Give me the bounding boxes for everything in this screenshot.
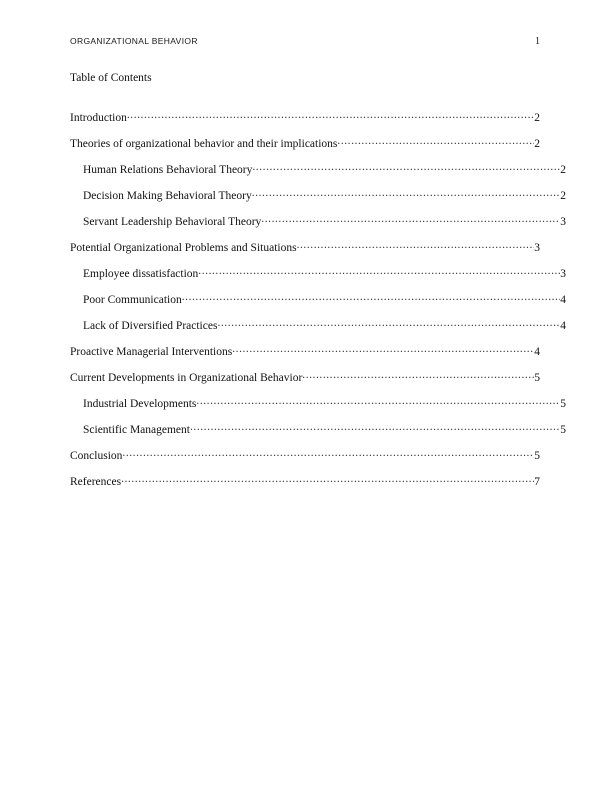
toc-leader-dots xyxy=(337,136,534,148)
toc-entry-label: Decision Making Behavioral Theory xyxy=(83,190,252,202)
toc-leader-dots xyxy=(127,110,534,122)
toc-entry-page-number: 4 xyxy=(560,320,566,332)
toc-entry-page-number: 2 xyxy=(560,190,566,202)
toc-leader-dots xyxy=(121,474,534,486)
toc-entry[interactable] xyxy=(70,443,540,469)
running-header-page-number: 1 xyxy=(535,36,540,47)
toc-entry-page-number: 2 xyxy=(534,112,540,124)
toc-entry-page-number: 4 xyxy=(534,346,540,358)
toc-entry[interactable] xyxy=(70,365,540,391)
toc-entry-label: Human Relations Behavioral Theory xyxy=(83,164,253,176)
toc-entry-label: Servant Leadership Behavioral Theory xyxy=(83,216,262,228)
toc-entry-label: Introduction xyxy=(70,112,127,124)
toc-entry-label: References xyxy=(70,476,122,488)
toc-entry[interactable] xyxy=(70,209,566,235)
toc-leader-dots xyxy=(190,422,560,434)
toc-entry-page-number: 2 xyxy=(534,138,540,150)
toc-leader-dots xyxy=(198,266,560,278)
toc-entry-page-number: 3 xyxy=(560,268,566,280)
toc-entry[interactable] xyxy=(70,105,540,131)
toc-entry[interactable] xyxy=(70,417,566,443)
toc-entry-page-number: 5 xyxy=(534,450,540,462)
table-of-contents-heading: Table of Contents xyxy=(70,72,152,84)
toc-leader-dots xyxy=(297,240,535,252)
toc-entry[interactable] xyxy=(70,261,566,287)
toc-entry-label: Proactive Managerial Interventions xyxy=(70,346,233,358)
toc-entry-label: Current Developments in Organizational Behavior xyxy=(70,372,303,384)
toc-entry-label: Lack of Diversified Practices xyxy=(83,320,218,332)
toc-leader-dots xyxy=(217,318,560,330)
toc-entry[interactable] xyxy=(70,157,566,183)
toc-entry[interactable] xyxy=(70,391,566,417)
toc-entry-label: Employee dissatisfaction xyxy=(83,268,199,280)
toc-entry-page-number: 5 xyxy=(560,424,566,436)
toc-leader-dots xyxy=(302,370,534,382)
toc-entry[interactable] xyxy=(70,131,540,157)
toc-entry-page-number: 3 xyxy=(560,216,566,228)
toc-entry-label: Scientific Management xyxy=(83,424,190,436)
running-header xyxy=(70,35,540,48)
toc-entry[interactable] xyxy=(70,235,540,261)
toc-entry-label: Theories of organizational behavior and their implications xyxy=(70,138,338,150)
running-header-title: ORGANIZATIONAL BEHAVIOR xyxy=(70,36,198,46)
toc-leader-dots xyxy=(261,214,560,226)
toc-leader-dots xyxy=(122,448,534,460)
toc-entry-page-number: 7 xyxy=(534,476,540,488)
toc-entry[interactable] xyxy=(70,339,540,365)
toc-entry-label: Industrial Developments xyxy=(83,398,197,410)
toc-leader-dots xyxy=(182,292,561,304)
toc-entry-page-number: 5 xyxy=(560,398,566,410)
toc-leader-dots xyxy=(232,344,534,356)
toc-entry-label: Potential Organizational Problems and Situations xyxy=(70,242,297,254)
toc-entry-label: Conclusion xyxy=(70,450,123,462)
toc-entry[interactable] xyxy=(70,287,566,313)
toc-entry[interactable] xyxy=(70,469,540,495)
toc-entry-page-number: 5 xyxy=(534,372,540,384)
toc-leader-dots xyxy=(252,162,560,174)
toc-leader-dots xyxy=(252,188,561,200)
toc-entry-page-number: 3 xyxy=(534,242,540,254)
toc-entry-label: Poor Communication xyxy=(83,294,182,306)
toc-entry-page-number: 4 xyxy=(560,294,566,306)
toc-entry-page-number: 2 xyxy=(560,164,566,176)
toc-entry[interactable] xyxy=(70,313,566,339)
toc-leader-dots xyxy=(196,396,560,408)
table-of-contents-list xyxy=(70,105,566,495)
toc-entry[interactable] xyxy=(70,183,566,209)
